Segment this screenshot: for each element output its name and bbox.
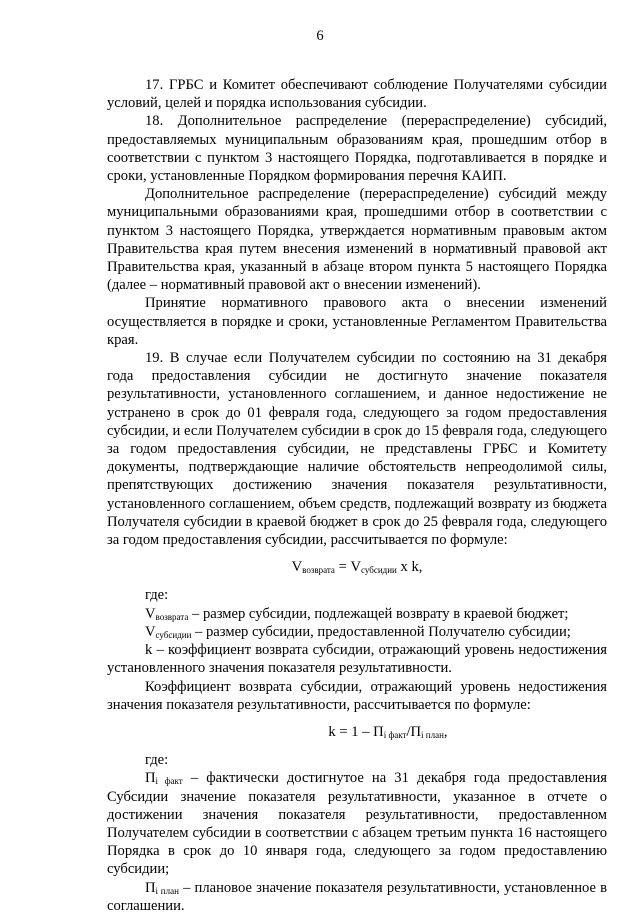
document-body — [107, 76, 607, 915]
definition-v-subsidy: $V_{субсидии}$ – размер субсидии, предоставленной Получателю субсидии; — [145, 623, 571, 640]
paragraph-18-additional: Дополнительное распределение (перераспределение) субсидий между муниципальными образованиями края, прошедшими отбор в соответствии с пунктом 3 настоящего Порядка, утверждается нормативным правовым актом Правительства края путем внесения изменений в нормативный правовой акт Правительства края, указанный в абзаце втором пункта 5 настоящего Порядка (далее – нормативный правовой акт о внесении изменений). — [107, 186, 607, 294]
coefficient-intro: Коэффициент возврата субсидии, отражающий уровень недостижения значения показателя результативности, рассчитывается по формуле: — [107, 678, 607, 713]
where-label-1: где: — [145, 587, 169, 604]
definition-p-plan: $П_{i план}$ – плановое значение показателя результативности, установленное в соглашении. — [107, 879, 608, 914]
formula-coefficient: $k = 1 - П_{i факт}/П_{i план}$, — [328, 723, 448, 740]
where-label-2: где: — [145, 752, 169, 769]
definition-p-fact: $П_{i факт}$ – фактически достигнутое на 31 декабря года предоставления Субсидии значение показателя результативности, указанное в отчете о достижении значения показателя результативности, предоставленном Получателем субсидии в соответствии с абзацем третьим пункта 16 настоящего Порядка в срок до 10 января года, следующего за годом предоставлению субсидии; — [107, 770, 607, 878]
definition-k: k – коэффициент возврата субсидии, отражающий уровень недостижения установленного значения показателя результативности. — [107, 642, 607, 677]
paragraph-18: 18. Дополнительное распределение (перераспределение) субсидий, предоставляемых муниципальным образованиям края, прошедшим отбор в соответствии с пунктом 3 настоящего Порядка, подготавливается в порядке и сроки, установленные Порядком формирования перечня КАИП. — [107, 113, 607, 185]
paragraph-17: 17. ГРБС и Комитет обеспечивают соблюдение Получателями субсидии условий, целей и порядка использования субсидии. — [107, 77, 607, 112]
paragraph-18-adoption: Принятие нормативного правового акта о внесении изменений осуществляется в порядке и сроки, установленные Регламентом Правительства края. — [107, 295, 607, 348]
formula-return-volume: $V_{возврата} = V_{субсидии}$ x k, — [291, 559, 423, 576]
definition-v-return: $V_{возврата}$ – размер субсидии, подлежащей возврату в краевой бюджет; — [145, 605, 569, 622]
paragraph-19: 19. В случае если Получателем субсидии по состоянию на 31 декабря года предоставления субсидии не достигнуто значение показателя результативности, установленного соглашением, и данное недостижение не устранено в срок до 01 февраля года, следующего за годом предоставления субсидии, и если Получателем субсидии в срок до 15 февраля года, следующего за годом предоставления субсидии, не представлены ГРБС и Комитету документы, подтверждающие наличие обстоятельств непреодолимой силы, препятствующих достижению значения показателя результативности, установленного соглашением, объем средств, подлежащий возврату из бюджета Получателя субсидии в краевой бюджет в срок до 25 февраля года, следующего за годом предоставления субсидии, рассчитывается по формуле: — [107, 350, 607, 549]
page-number: 6 — [316, 28, 324, 44]
